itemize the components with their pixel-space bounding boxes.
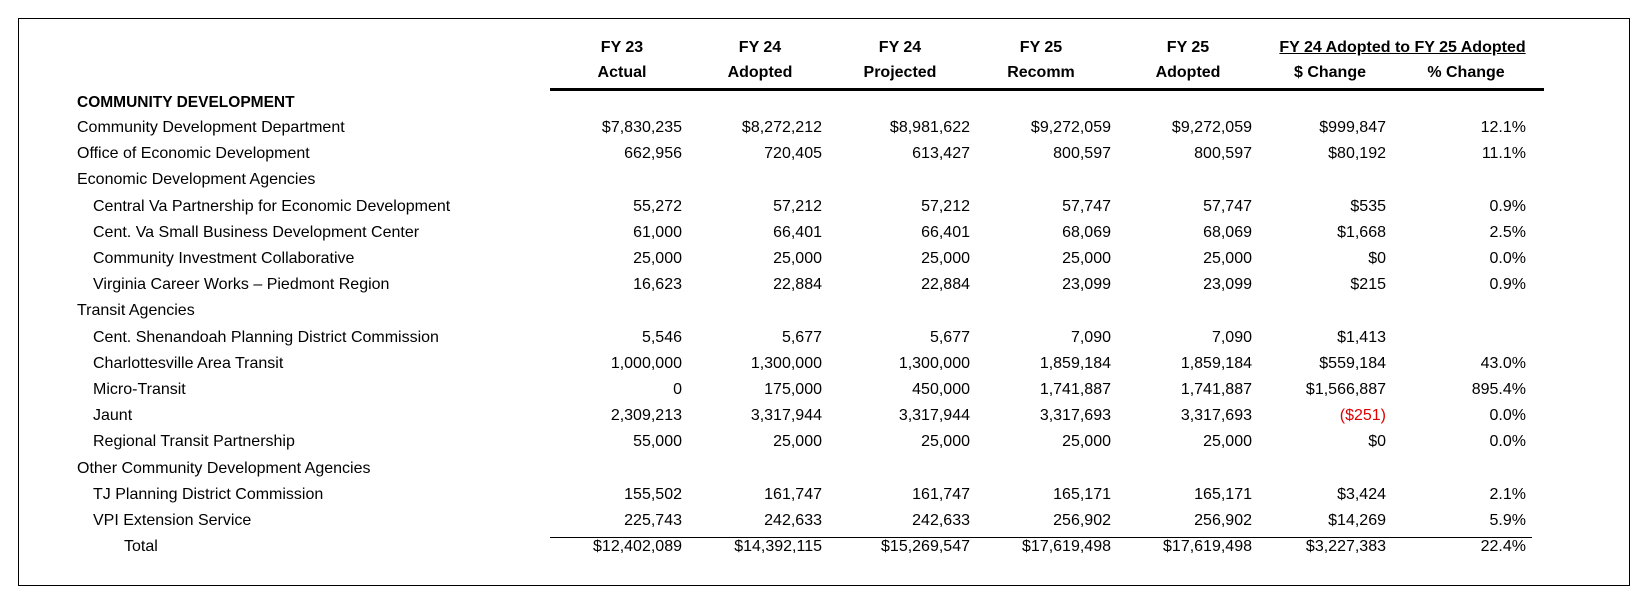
- row-label: Cent. Shenandoah Planning District Commission: [93, 328, 439, 346]
- section-title: COMMUNITY DEVELOPMENT: [77, 94, 295, 111]
- cell-col2: 66,401: [773, 223, 822, 241]
- cell-col4: 57,747: [1062, 197, 1111, 215]
- header-fy24-adopted-line1: FY 24: [738, 39, 782, 56]
- cell-col5: 256,902: [1194, 512, 1252, 529]
- cell-col3: 1,300,000: [898, 354, 970, 372]
- header-fy25-adopted-line1: FY 25: [1166, 39, 1210, 56]
- cell-col4: 3,317,693: [1039, 407, 1111, 425]
- cell-col6: $3,227,383: [1305, 538, 1386, 556]
- cell-col3: 25,000: [921, 250, 970, 267]
- cell-col3: $15,269,547: [881, 538, 970, 556]
- cell-col1: 225,743: [624, 512, 682, 529]
- cell-col2: 720,405: [764, 145, 822, 163]
- cell-col4: 800,597: [1053, 145, 1111, 163]
- cell-col1: 2,309,213: [610, 407, 682, 425]
- cell-col6: $535: [1350, 197, 1386, 215]
- cell-col6: $80,192: [1328, 145, 1386, 163]
- cell-col4: 256,902: [1053, 512, 1111, 529]
- cell-col1: 25,000: [633, 250, 682, 267]
- cell-col6: $0: [1368, 250, 1386, 267]
- cell-col1: 155,502: [624, 485, 682, 503]
- cell-col1: 1,000,000: [610, 354, 682, 372]
- cell-col2: 3,317,944: [750, 407, 822, 425]
- cell-col7: 0.0%: [1489, 250, 1526, 267]
- cell-col5: 1,859,184: [1180, 354, 1252, 372]
- header-change-group: FY 24 Adopted to FY 25 Adopted: [1279, 39, 1526, 56]
- cell-col3: 242,633: [912, 512, 970, 529]
- row-label: Jaunt: [93, 407, 133, 425]
- cell-col7: 11.1%: [1481, 145, 1526, 163]
- cell-col2: 57,212: [773, 197, 822, 215]
- cell-col6: $1,413: [1337, 328, 1386, 346]
- cell-col5: 23,099: [1203, 276, 1252, 294]
- cell-col5: 3,317,693: [1180, 407, 1252, 425]
- header-fy23-line1: FY 23: [600, 39, 644, 56]
- cell-col1: 16,623: [633, 276, 682, 294]
- cell-col1: $7,830,235: [601, 119, 682, 136]
- cell-col3: 22,884: [921, 276, 970, 294]
- header-rule: [550, 88, 1544, 91]
- cell-col3: 450,000: [912, 381, 970, 398]
- group-label: Economic Development Agencies: [77, 171, 316, 189]
- cell-col4: 1,859,184: [1039, 354, 1111, 372]
- row-label: TJ Planning District Commission: [93, 485, 324, 503]
- cell-col5: 7,090: [1211, 328, 1252, 346]
- cell-col6: $999,847: [1319, 119, 1386, 136]
- cell-col2: 5,677: [781, 328, 822, 346]
- row-label: Community Investment Collaborative: [93, 250, 355, 267]
- row-label: Community Development Department: [77, 119, 345, 136]
- cell-col2: $8,272,212: [741, 119, 822, 136]
- total-label: Total: [124, 538, 158, 556]
- total-rule: [550, 537, 1532, 538]
- cell-col2: $14,392,115: [734, 538, 822, 556]
- cell-col7: 43.0%: [1480, 354, 1526, 372]
- row-label: Regional Transit Partnership: [93, 433, 295, 451]
- cell-col7: 0.9%: [1489, 197, 1526, 215]
- group-label: Transit Agencies: [77, 302, 195, 320]
- cell-col2: 22,884: [773, 276, 822, 294]
- cell-col1: 55,000: [633, 433, 682, 451]
- cell-col2: 161,747: [764, 485, 822, 503]
- cell-col6: $215: [1350, 276, 1386, 294]
- cell-col7: 0.9%: [1489, 276, 1526, 294]
- cell-col3: 3,317,944: [898, 407, 970, 425]
- cell-col7: 895.4%: [1471, 381, 1526, 398]
- cell-col5: 25,000: [1203, 250, 1252, 267]
- cell-col4: 68,069: [1062, 223, 1111, 241]
- cell-col3: 66,401: [921, 223, 970, 241]
- header-dollar-change: $ Change: [1293, 64, 1366, 81]
- cell-col7: 0.0%: [1489, 407, 1526, 425]
- row-label: Central Va Partnership for Economic Development: [93, 197, 451, 215]
- cell-col4: 7,090: [1070, 328, 1111, 346]
- cell-col4: 23,099: [1062, 276, 1111, 294]
- cell-col2: 175,000: [764, 381, 822, 398]
- cell-col3: 25,000: [921, 433, 970, 451]
- cell-col6: $14,269: [1328, 512, 1386, 529]
- cell-col4: 25,000: [1062, 250, 1111, 267]
- cell-col3: 57,212: [921, 197, 970, 215]
- cell-col7: 5.9%: [1489, 512, 1526, 529]
- cell-col4: $17,619,498: [1022, 538, 1111, 556]
- cell-col7: 22.4%: [1480, 538, 1526, 556]
- cell-col6: $1,668: [1337, 223, 1386, 241]
- cell-col7: 12.1%: [1480, 119, 1526, 136]
- cell-col1: $12,402,089: [593, 538, 682, 556]
- cell-col6: $559,184: [1319, 354, 1386, 372]
- header-fy25-adopted-line2: Adopted: [1155, 64, 1221, 81]
- row-label: Cent. Va Small Business Development Center: [93, 223, 420, 241]
- cell-col5: 1,741,887: [1180, 381, 1252, 398]
- cell-col6: $3,424: [1337, 485, 1386, 503]
- cell-col2: 25,000: [773, 433, 822, 451]
- cell-col1: 61,000: [633, 223, 682, 241]
- cell-col6: $0: [1368, 433, 1386, 451]
- cell-col5: 800,597: [1194, 145, 1252, 163]
- cell-col5: 165,171: [1194, 485, 1252, 503]
- cell-col6: ($251): [1339, 407, 1386, 425]
- row-label: Virginia Career Works – Piedmont Region: [93, 276, 390, 294]
- header-fy23-line2: Actual: [597, 64, 647, 81]
- cell-col4: $9,272,059: [1030, 119, 1111, 136]
- cell-col7: 2.5%: [1489, 223, 1526, 241]
- header-percent-change: % Change: [1427, 64, 1505, 81]
- cell-col4: 165,171: [1053, 485, 1111, 503]
- cell-col5: 57,747: [1203, 197, 1252, 215]
- cell-col7: 2.1%: [1489, 485, 1526, 503]
- cell-col5: $9,272,059: [1171, 119, 1252, 136]
- header-fy24-adopted-line2: Adopted: [727, 64, 793, 81]
- group-label: Other Community Development Agencies: [77, 459, 371, 477]
- cell-col5: $17,619,498: [1163, 538, 1252, 556]
- cell-col7: 0.0%: [1489, 433, 1526, 451]
- cell-col1: 5,546: [641, 328, 682, 346]
- row-label: VPI Extension Service: [93, 512, 252, 529]
- row-label: Charlottesville Area Transit: [93, 354, 284, 372]
- header-fy25-recomm-line2: Recomm: [1007, 64, 1075, 81]
- cell-col1: 55,272: [633, 197, 682, 215]
- header-fy24-projected-line2: Projected: [863, 64, 937, 81]
- cell-col3: 161,747: [912, 485, 970, 503]
- row-label: Micro-Transit: [93, 381, 186, 398]
- cell-col1: 0: [673, 381, 682, 398]
- header-fy25-recomm-line1: FY 25: [1019, 39, 1063, 56]
- row-label: Office of Economic Development: [77, 145, 310, 163]
- cell-col3: 613,427: [912, 145, 970, 163]
- cell-col4: 25,000: [1062, 433, 1111, 451]
- cell-col4: 1,741,887: [1039, 381, 1111, 398]
- cell-col2: 25,000: [773, 250, 822, 267]
- header-fy24-projected-line1: FY 24: [878, 39, 922, 56]
- cell-col3: $8,981,622: [889, 119, 970, 136]
- cell-col5: 68,069: [1203, 223, 1252, 241]
- cell-col3: 5,677: [929, 328, 970, 346]
- cell-col6: $1,566,887: [1305, 381, 1386, 398]
- cell-col2: 242,633: [764, 512, 822, 529]
- cell-col2: 1,300,000: [750, 354, 822, 372]
- cell-col1: 662,956: [624, 145, 682, 163]
- cell-col5: 25,000: [1203, 433, 1252, 451]
